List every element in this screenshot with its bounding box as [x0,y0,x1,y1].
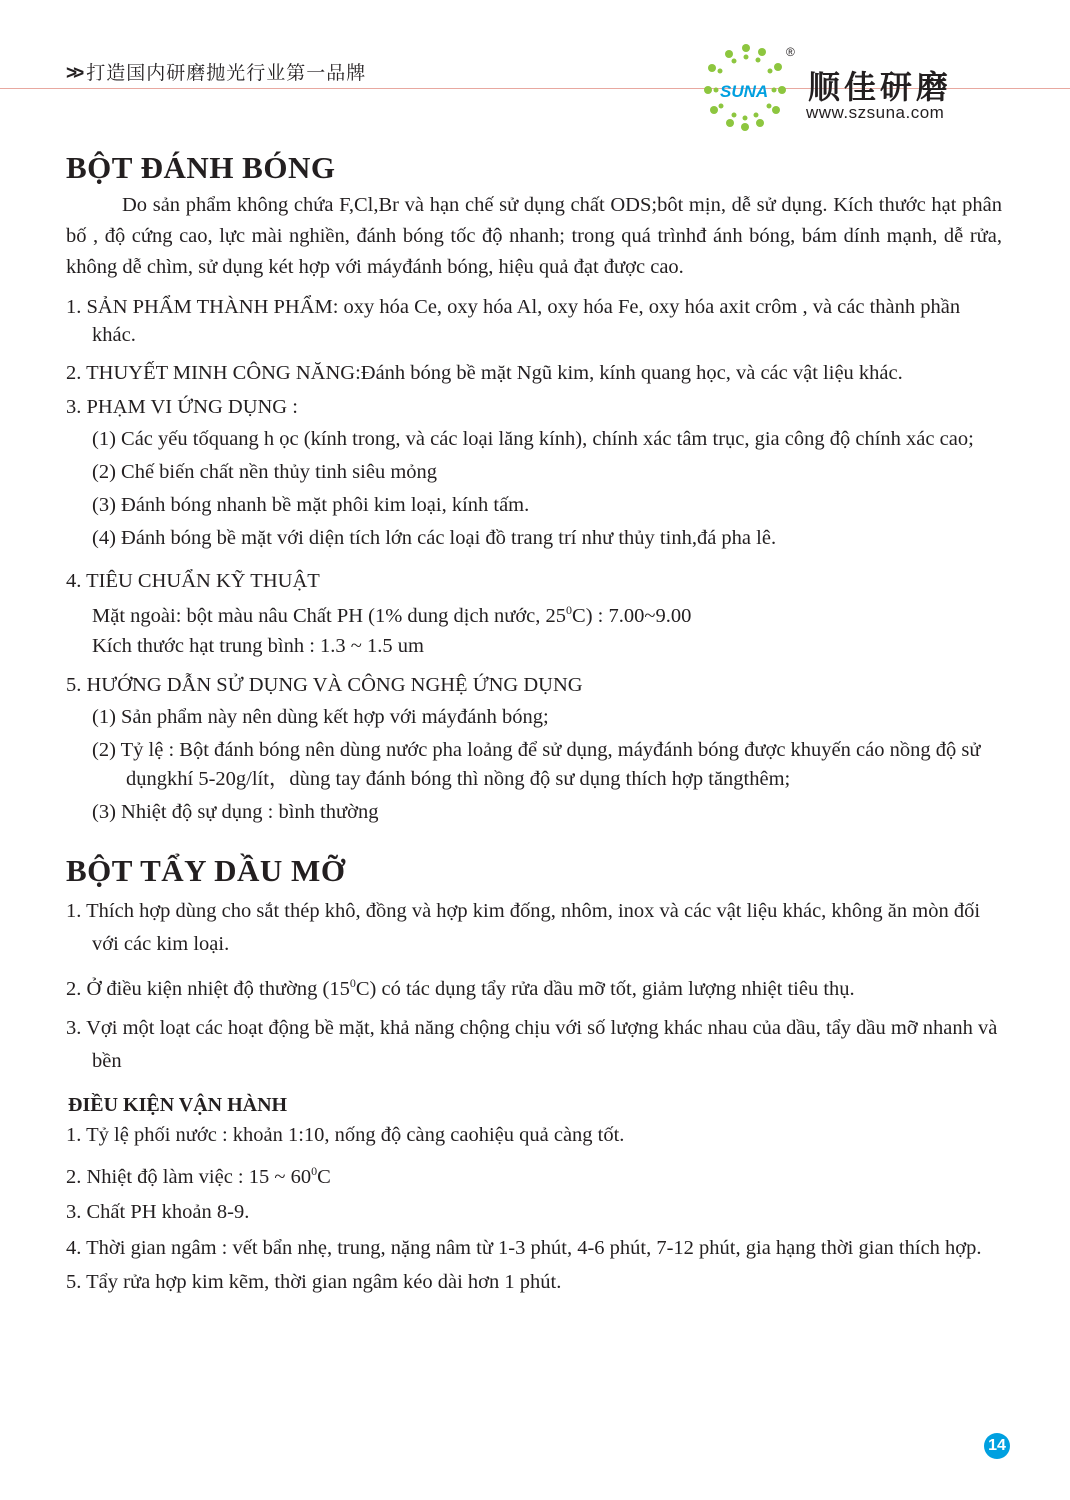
superscript: 0 [349,975,356,990]
header-slogan [66,58,366,85]
list-item: 3. Vợi một loạt các hoạt động bề mặt, khả năng chộng chịu với số lượng khác nhau của dầu, tẩy dầu mỡ nhanh và bền [66,1016,998,1072]
sub-item: (1) Sản phẩm này nên dùng kết hợp với máyđánh bóng; [92,705,549,728]
brand-name: 顺佳研磨 [808,68,953,106]
sub-item: (2) Chế biến chất nền thủy tinh siêu mỏng [92,461,438,483]
list-item: 3. Chất PH khoản 8-9. [66,1201,250,1224]
list-item [66,967,1002,1006]
slogan-text: 打造国内研磨抛光行业第一品牌 [86,62,367,84]
list-item: 1. Tỷ lệ phối nước : khoản 1:10, nống độ càng caohiệu quả càng tốt. [66,1123,625,1146]
sub-item: (1) Các yếu tốquang h ọc (kính trong, và các loại lăng kính), chính xác tâm trục, gia công độ chính xác cao; [92,428,974,450]
list-item: 1. Thích hợp dùng cho sắt thép khô, đồng và hợp kim đống, nhôm, inox và các vật liệu khác, không ăn mòn đối với các kim loại. [66,899,981,955]
spec-line: Kích thước hạt trung bình : 1.3 ~ 1.5 um [92,634,424,657]
double-chevron-icon: >> [66,63,81,84]
superscript: 0 [311,1163,318,1178]
sub-item: (3) Đánh bóng nhanh bề mặt phôi kim loại, kính tấm. [92,494,530,516]
intro-paragraph: Do sản phẩm không chứa F,Cl,Br và hạn chế sử dụng chất ODS;bôt mịn, dễ sử dụng. Kích thước hạt phân bố , độ cứng cao, lực mài nghiền, đánh bóng tốc độ nhanh; trong quá trìnhđ ánh bóng, bám dính mạnh, dễ rửa, không dễ chìm, sử dụng két hợp với máyđánh bóng, hiệu quả đạt được cao. [66,194,1002,278]
page-number-badge: 14 [984,1433,1010,1459]
page-content [66,150,1002,1296]
list-item: 1. SẢN PHẨM THÀNH PHẨM: oxy hóa Ce, oxy hóa Al, oxy hóa Fe, oxy hóa axit crôm , và các thành phần khác. [66,296,961,346]
operating-conditions-title: ĐIỀU KIỆN VẬN HÀNH [68,1093,288,1116]
item-text: 2. Ở điều kiện nhiệt độ thường (15 [66,977,350,1000]
sub-item: (4) Đánh bóng bề mặt với diện tích lớn các loại đồ trang trí như thủy tinh,đá pha lê. [92,527,777,549]
spec-text: Mặt ngoài: bột màu nâu Chất PH (1% dung dịch nước, 25 [92,604,567,627]
spec-text: C) : 7.00~9.00 [572,604,692,627]
section-title-degreasing-powder: BỘT TẨY DẦU MỠ [66,852,346,888]
sub-item: (2) Tỷ lệ : Bột đánh bóng nên dùng nước pha loảng để sử dụng, máyđánh bóng được khuyến cáo nồng độ sử dụngkhí 5-20g/lít，dùng tay đánh bóng thì nồng độ sư dụng thích hợp tăngthêm; [92,738,981,790]
list-item: 5. Tẩy rửa hợp kim kẽm, thời gian ngâm kéo dài hơn 1 phút. [66,1271,562,1294]
list-item [66,1157,1002,1191]
logo-wordmark: SUNA [720,82,769,101]
suna-logo [698,40,810,132]
sub-item: (3) Nhiệt độ sự dụng : bình thường [92,800,379,823]
registered-mark: ® [786,45,795,59]
list-item: 4. TIÊU CHUẨN KỸ THUẬT [66,570,320,592]
list-item: 3. PHẠM VI ỨNG DỤNG : [66,396,298,418]
spec-line [66,595,1002,631]
item-text: 2. Nhiệt độ làm việc : 15 ~ 60 [66,1165,312,1188]
brand-url: www.szsuna.com [806,103,945,122]
item-text: C) có tác dụng tẩy rửa dầu mỡ tốt, giảm lượng nhiệt tiêu thụ. [355,977,855,1000]
item-text: C [317,1165,331,1188]
superscript: 0 [566,603,573,617]
list-item: 4. Thời gian ngâm : vết bẩn nhẹ, trung, nặng nâm từ 1-3 phút, 4-6 phút, 7-12 phút, gia hạng thời gian thích hợp. [66,1237,982,1260]
list-item: 2. THUYẾT MINH CÔNG NĂNG:Đánh bóng bề mặt Ngũ kim, kính quang học, và các vật liệu khác. [66,362,903,384]
section-title-polishing-powder: BỘT ĐÁNH BÓNG [66,150,336,185]
list-item: 5. HƯỚNG DẪN SỬ DỤNG VÀ CÔNG NGHỆ ỨNG DỤNG [66,673,583,696]
